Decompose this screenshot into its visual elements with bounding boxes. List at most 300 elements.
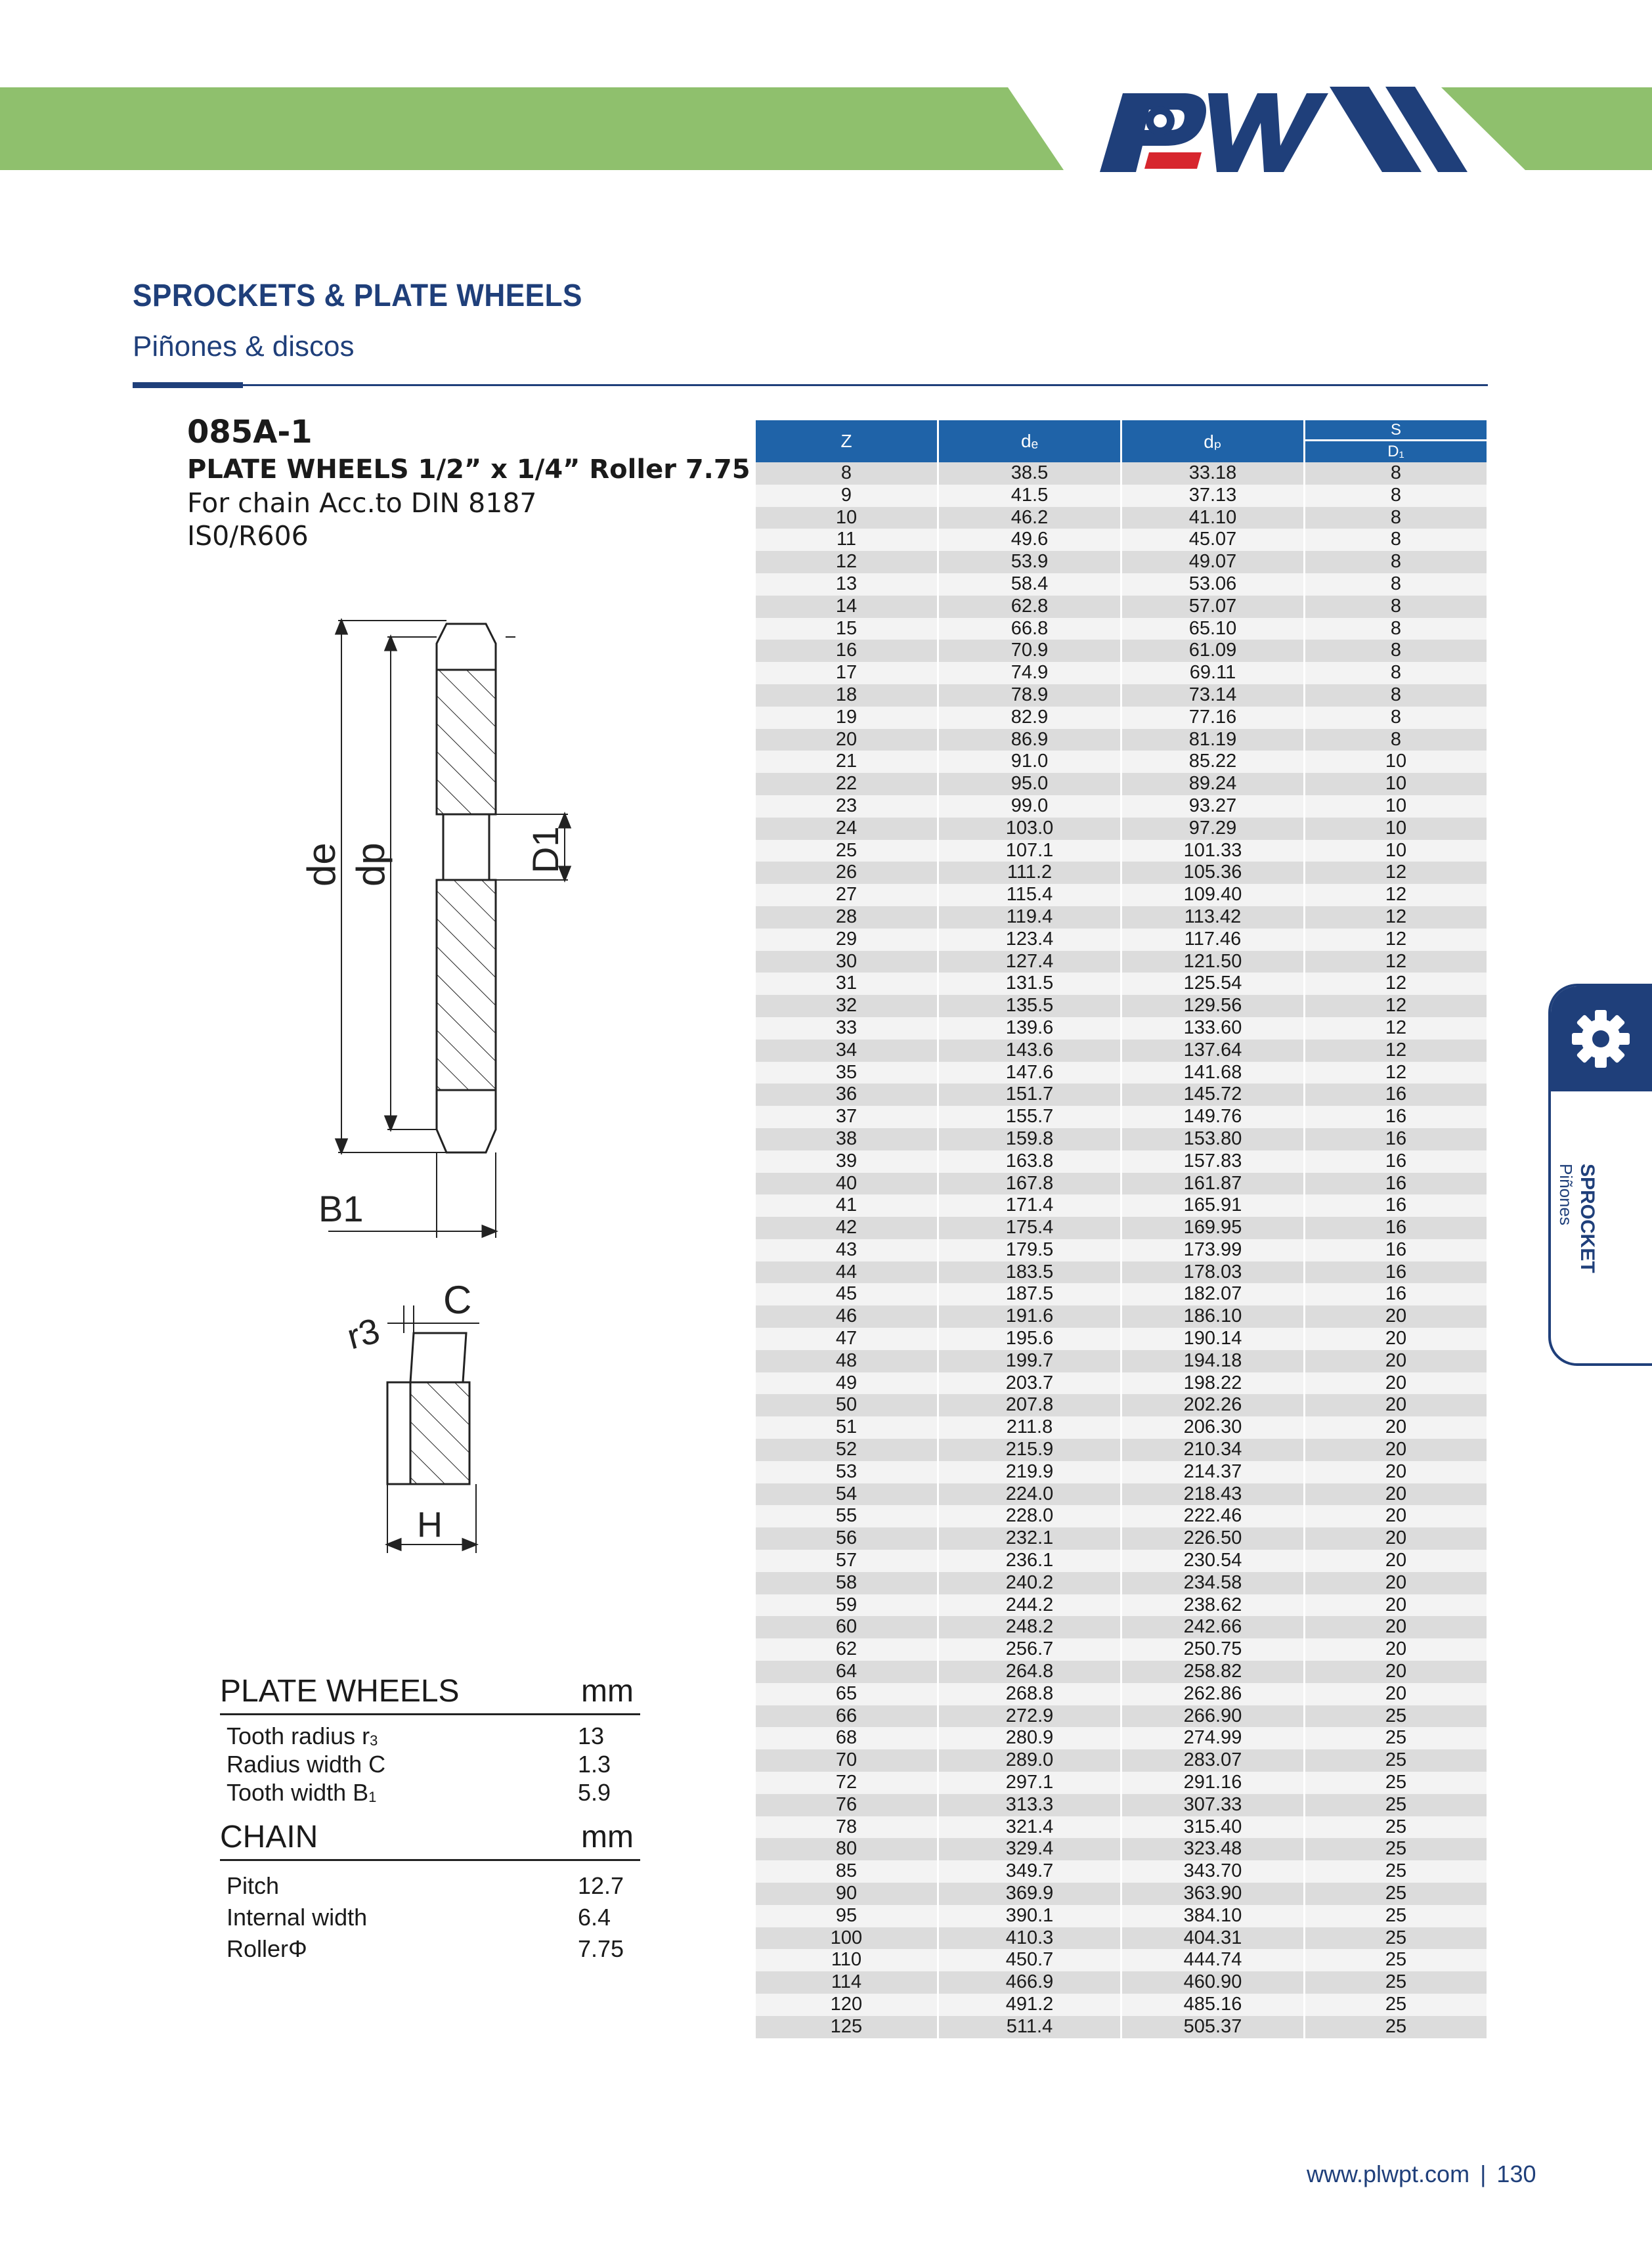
cell-dp: 238.62 (1122, 1594, 1303, 1617)
cell-d1: 8 (1305, 507, 1487, 529)
section-tab-header (1551, 986, 1652, 1091)
table-row (756, 1416, 1487, 1439)
cell-dp: 73.14 (1122, 684, 1303, 707)
cell-z: 16 (756, 640, 937, 662)
cell-d1: 16 (1305, 1150, 1487, 1173)
page-number: 130 (1496, 2160, 1536, 2187)
cell-d1: 8 (1305, 640, 1487, 662)
table-row (756, 1372, 1487, 1395)
table-row (756, 1394, 1487, 1416)
cell-z: 90 (756, 1883, 937, 1905)
cell-de: 183.5 (939, 1261, 1120, 1284)
spec-value: 6.4 (578, 1904, 611, 1931)
table-row (756, 995, 1487, 1017)
cell-dp: 485.16 (1122, 1994, 1303, 2016)
cell-de: 127.4 (939, 951, 1120, 973)
cell-dp: 93.27 (1122, 795, 1303, 818)
cell-z: 45 (756, 1283, 937, 1305)
cell-z: 68 (756, 1727, 937, 1749)
cell-de: 369.9 (939, 1883, 1120, 1905)
cell-z: 29 (756, 929, 937, 951)
table-row (756, 1683, 1487, 1705)
spec-label: Radius width C (227, 1751, 386, 1778)
cell-de: 187.5 (939, 1283, 1120, 1305)
cell-dp: 157.83 (1122, 1150, 1303, 1173)
cell-dp: 85.22 (1122, 751, 1303, 773)
table-row (756, 929, 1487, 951)
cell-de: 199.7 (939, 1350, 1120, 1372)
cell-d1: 25 (1305, 1727, 1487, 1749)
cell-d1: 8 (1305, 462, 1487, 485)
cell-z: 8 (756, 462, 937, 485)
cell-z: 23 (756, 795, 937, 818)
cell-z: 37 (756, 1106, 937, 1128)
cell-de: 155.7 (939, 1106, 1120, 1128)
cell-de: 268.8 (939, 1683, 1120, 1705)
cell-d1: 8 (1305, 551, 1487, 573)
spec-label: Tooth width B (227, 1779, 369, 1806)
cell-dp: 133.60 (1122, 1017, 1303, 1040)
dim-label-h: H (417, 1505, 443, 1545)
cell-de: 82.9 (939, 707, 1120, 729)
cell-d1: 20 (1305, 1394, 1487, 1416)
cell-de: 95.0 (939, 773, 1120, 795)
cell-d1: 16 (1305, 1173, 1487, 1195)
cell-d1: 20 (1305, 1616, 1487, 1638)
spec-row (220, 1870, 640, 1902)
cell-d1: 20 (1305, 1350, 1487, 1372)
spec-row (220, 1750, 640, 1778)
cell-dp: 49.07 (1122, 551, 1303, 573)
cell-dp: 202.26 (1122, 1394, 1303, 1416)
cell-dp: 117.46 (1122, 929, 1303, 951)
cell-dp: 137.64 (1122, 1040, 1303, 1062)
product-standard: For chain Acc.to DIN 8187 (187, 487, 537, 519)
spec-row (220, 1933, 640, 1965)
cell-d1: 8 (1305, 707, 1487, 729)
cell-de: 103.0 (939, 818, 1120, 840)
spec-label: RollerΦ (227, 1935, 307, 1962)
cell-dp: 61.09 (1122, 640, 1303, 662)
cell-z: 11 (756, 529, 937, 551)
cell-d1: 20 (1305, 1661, 1487, 1683)
chain-spec (220, 1819, 640, 1965)
cell-dp: 323.48 (1122, 1838, 1303, 1860)
cell-d1: 16 (1305, 1239, 1487, 1261)
cell-d1: 25 (1305, 1994, 1487, 2016)
cell-de: 143.6 (939, 1040, 1120, 1062)
cell-de: 86.9 (939, 729, 1120, 751)
table-row (756, 1439, 1487, 1461)
table-row (756, 1661, 1487, 1683)
cell-z: 28 (756, 906, 937, 929)
spec-label: Tooth radius r (227, 1722, 370, 1749)
cell-z: 38 (756, 1128, 937, 1150)
table-row (756, 1217, 1487, 1239)
title-rule-accent (133, 382, 243, 388)
table-row (756, 662, 1487, 684)
dim-label-r3: r3 (343, 1311, 384, 1357)
cell-dp: 178.03 (1122, 1261, 1303, 1284)
plate-wheels-spec (220, 1673, 640, 1807)
cell-d1: 12 (1305, 884, 1487, 906)
cell-z: 120 (756, 1994, 937, 2016)
cell-de: 62.8 (939, 596, 1120, 618)
col-header-s: S (1305, 420, 1487, 441)
cell-de: 91.0 (939, 751, 1120, 773)
section-tab-title: SPROCKET (1576, 1164, 1598, 1273)
cell-d1: 10 (1305, 773, 1487, 795)
cell-dp: 242.66 (1122, 1616, 1303, 1638)
cell-dp: 190.14 (1122, 1328, 1303, 1350)
cell-z: 57 (756, 1550, 937, 1572)
cell-d1: 20 (1305, 1416, 1487, 1439)
cell-z: 47 (756, 1328, 937, 1350)
cell-de: 115.4 (939, 884, 1120, 906)
cell-dp: 444.74 (1122, 1949, 1303, 1971)
cell-de: 74.9 (939, 662, 1120, 684)
cell-z: 65 (756, 1683, 937, 1705)
table-row (756, 1749, 1487, 1772)
gear-icon (1568, 1006, 1634, 1072)
cell-d1: 20 (1305, 1505, 1487, 1527)
cell-de: 195.6 (939, 1328, 1120, 1350)
dim-label-d1: D1 (525, 826, 566, 873)
table-row (756, 951, 1487, 973)
cell-dp: 198.22 (1122, 1372, 1303, 1395)
spec-row (220, 1902, 640, 1933)
cell-de: 53.9 (939, 551, 1120, 573)
table-row (756, 551, 1487, 573)
cell-de: 313.3 (939, 1794, 1120, 1816)
spec-label: Internal width (227, 1904, 368, 1931)
cell-de: 167.8 (939, 1173, 1120, 1195)
cell-dp: 214.37 (1122, 1461, 1303, 1483)
product-standard-iso: IS0/R606 (187, 520, 309, 552)
cell-dp: 283.07 (1122, 1749, 1303, 1772)
cell-dp: 145.72 (1122, 1084, 1303, 1106)
table-row (756, 1994, 1487, 2016)
header-band (0, 87, 1064, 170)
cell-z: 48 (756, 1350, 937, 1372)
cell-z: 18 (756, 684, 937, 707)
cell-z: 70 (756, 1749, 937, 1772)
table-row (756, 1550, 1487, 1572)
table-row (756, 818, 1487, 840)
table-row (756, 640, 1487, 662)
cell-de: 244.2 (939, 1594, 1120, 1617)
cell-dp: 121.50 (1122, 951, 1303, 973)
cell-de: 49.6 (939, 529, 1120, 551)
table-row (756, 1794, 1487, 1816)
cell-z: 10 (756, 507, 937, 529)
table-row (756, 1350, 1487, 1372)
cell-z: 53 (756, 1461, 937, 1483)
chain-title: CHAIN (220, 1820, 318, 1854)
cell-dp: 206.30 (1122, 1416, 1303, 1439)
cell-de: 58.4 (939, 573, 1120, 596)
cell-d1: 8 (1305, 529, 1487, 551)
cell-dp: 105.36 (1122, 862, 1303, 884)
spec-value: 1.3 (578, 1751, 611, 1778)
footer-separator: | (1480, 2160, 1487, 2187)
cell-dp: 262.86 (1122, 1683, 1303, 1705)
cell-z: 30 (756, 951, 937, 973)
cell-z: 59 (756, 1594, 937, 1617)
cell-z: 58 (756, 1572, 937, 1594)
col-header-z: Z (756, 420, 937, 462)
cell-d1: 8 (1305, 662, 1487, 684)
sprocket-data-table (754, 420, 1489, 2038)
table-row (756, 1040, 1487, 1062)
cell-dp: 315.40 (1122, 1816, 1303, 1839)
cell-de: 207.8 (939, 1394, 1120, 1416)
table-row (756, 507, 1487, 529)
cell-d1: 25 (1305, 1749, 1487, 1772)
table-row (756, 1594, 1487, 1617)
cell-z: 72 (756, 1772, 937, 1794)
cell-de: 491.2 (939, 1994, 1120, 2016)
table-row (756, 1128, 1487, 1150)
cell-d1: 25 (1305, 1838, 1487, 1860)
cell-dp: 384.10 (1122, 1905, 1303, 1927)
page-footer (1307, 2160, 1536, 2188)
cell-de: 289.0 (939, 1749, 1120, 1772)
cell-z: 62 (756, 1638, 937, 1661)
cell-de: 46.2 (939, 507, 1120, 529)
cell-z: 24 (756, 818, 937, 840)
cell-z: 95 (756, 1905, 937, 1927)
dim-label-de: de (299, 843, 343, 887)
cell-d1: 25 (1305, 2016, 1487, 2038)
cell-dp: 234.58 (1122, 1572, 1303, 1594)
table-row (756, 1062, 1487, 1084)
section-tab[interactable] (1548, 984, 1652, 1366)
spec-label-sub: 3 (370, 1732, 378, 1749)
cell-d1: 8 (1305, 485, 1487, 507)
cell-d1: 10 (1305, 751, 1487, 773)
cell-d1: 25 (1305, 1927, 1487, 1950)
cell-d1: 20 (1305, 1328, 1487, 1350)
cell-d1: 8 (1305, 618, 1487, 640)
cell-dp: 45.07 (1122, 529, 1303, 551)
cell-dp: 291.16 (1122, 1772, 1303, 1794)
table-row (756, 1971, 1487, 1994)
dim-label-b1: B1 (318, 1188, 364, 1229)
cell-z: 17 (756, 662, 937, 684)
cell-dp: 113.42 (1122, 906, 1303, 929)
cell-de: 264.8 (939, 1661, 1120, 1683)
cell-de: 256.7 (939, 1638, 1120, 1661)
table-row (756, 1772, 1487, 1794)
cell-z: 42 (756, 1217, 937, 1239)
table-row (756, 1461, 1487, 1483)
cell-d1: 25 (1305, 1705, 1487, 1728)
cell-de: 349.7 (939, 1860, 1120, 1883)
table-row (756, 1816, 1487, 1839)
table-row (756, 462, 1487, 485)
cell-d1: 20 (1305, 1483, 1487, 1506)
spec-label-sub: 1 (368, 1789, 377, 1805)
spec-row (220, 1778, 640, 1807)
cell-d1: 20 (1305, 1594, 1487, 1617)
cell-d1: 8 (1305, 596, 1487, 618)
cell-de: 38.5 (939, 462, 1120, 485)
cell-d1: 20 (1305, 1638, 1487, 1661)
table-row (756, 618, 1487, 640)
cell-d1: 8 (1305, 684, 1487, 707)
cell-z: 12 (756, 551, 937, 573)
cell-d1: 10 (1305, 840, 1487, 862)
cell-de: 135.5 (939, 995, 1120, 1017)
cell-z: 50 (756, 1394, 937, 1416)
table-row (756, 2016, 1487, 2038)
cell-dp: 258.82 (1122, 1661, 1303, 1683)
cell-dp: 109.40 (1122, 884, 1303, 906)
cell-d1: 16 (1305, 1217, 1487, 1239)
cell-z: 80 (756, 1838, 937, 1860)
cell-z: 36 (756, 1084, 937, 1106)
cell-z: 15 (756, 618, 937, 640)
cell-d1: 12 (1305, 906, 1487, 929)
table-row (756, 840, 1487, 862)
cell-z: 78 (756, 1816, 937, 1839)
table-row (756, 573, 1487, 596)
cell-de: 236.1 (939, 1550, 1120, 1572)
cell-de: 211.8 (939, 1416, 1120, 1439)
cell-de: 390.1 (939, 1905, 1120, 1927)
cell-de: 171.4 (939, 1194, 1120, 1217)
spec-value: 12.7 (578, 1872, 624, 1899)
cell-d1: 20 (1305, 1372, 1487, 1395)
cell-dp: 81.19 (1122, 729, 1303, 751)
cell-dp: 307.33 (1122, 1794, 1303, 1816)
cell-dp: 230.54 (1122, 1550, 1303, 1572)
cell-de: 240.2 (939, 1572, 1120, 1594)
cell-d1: 12 (1305, 1017, 1487, 1040)
cell-d1: 12 (1305, 951, 1487, 973)
plate-wheels-unit: mm (581, 1674, 634, 1709)
cell-dp: 404.31 (1122, 1927, 1303, 1950)
col-header-d1: D₁ (1305, 441, 1487, 462)
cell-dp: 169.95 (1122, 1217, 1303, 1239)
cell-de: 511.4 (939, 2016, 1120, 2038)
cell-z: 31 (756, 973, 937, 995)
cell-d1: 12 (1305, 1040, 1487, 1062)
table-row (756, 1084, 1487, 1106)
footer-url[interactable]: www.plwpt.com (1307, 2160, 1470, 2187)
cell-z: 46 (756, 1305, 937, 1328)
cell-d1: 20 (1305, 1439, 1487, 1461)
cell-dp: 226.50 (1122, 1527, 1303, 1550)
cell-z: 55 (756, 1505, 937, 1527)
product-code: 085A-1 (187, 414, 313, 450)
cell-z: 52 (756, 1439, 937, 1461)
cell-de: 119.4 (939, 906, 1120, 929)
cell-d1: 25 (1305, 1971, 1487, 1994)
cell-dp: 97.29 (1122, 818, 1303, 840)
cell-z: 51 (756, 1416, 937, 1439)
cell-dp: 505.37 (1122, 2016, 1303, 2038)
spec-value: 7.75 (578, 1935, 624, 1962)
dim-label-c: C (443, 1278, 472, 1322)
cell-z: 27 (756, 884, 937, 906)
cell-dp: 141.68 (1122, 1062, 1303, 1084)
page-subtitle: Piñones & discos (133, 330, 355, 362)
table-row (756, 1616, 1487, 1638)
table-row (756, 529, 1487, 551)
cell-z: 33 (756, 1017, 937, 1040)
cell-d1: 16 (1305, 1194, 1487, 1217)
table-row (756, 1505, 1487, 1527)
cell-de: 280.9 (939, 1727, 1120, 1749)
cell-d1: 25 (1305, 1860, 1487, 1883)
col-header-de: dₑ (939, 420, 1120, 462)
cell-z: 26 (756, 862, 937, 884)
cell-z: 20 (756, 729, 937, 751)
cell-d1: 16 (1305, 1261, 1487, 1284)
cell-de: 329.4 (939, 1838, 1120, 1860)
cell-de: 224.0 (939, 1483, 1120, 1506)
cell-dp: 153.80 (1122, 1128, 1303, 1150)
cell-de: 179.5 (939, 1239, 1120, 1261)
cell-d1: 12 (1305, 1062, 1487, 1084)
cell-dp: 129.56 (1122, 995, 1303, 1017)
cell-de: 450.7 (939, 1949, 1120, 1971)
cell-de: 203.7 (939, 1372, 1120, 1395)
plate-wheels-heading (220, 1673, 640, 1715)
table-row (756, 1483, 1487, 1506)
cell-de: 219.9 (939, 1461, 1120, 1483)
cell-z: 54 (756, 1483, 937, 1506)
spec-row (220, 1722, 640, 1750)
spec-label: Pitch (227, 1872, 280, 1899)
cell-dp: 37.13 (1122, 485, 1303, 507)
table-row (756, 596, 1487, 618)
cell-z: 114 (756, 1971, 937, 1994)
cell-dp: 53.06 (1122, 573, 1303, 596)
cell-de: 139.6 (939, 1017, 1120, 1040)
table-row (756, 795, 1487, 818)
cell-dp: 363.90 (1122, 1883, 1303, 1905)
cell-dp: 173.99 (1122, 1239, 1303, 1261)
cell-d1: 25 (1305, 1794, 1487, 1816)
table-row (756, 1239, 1487, 1261)
cell-z: 40 (756, 1173, 937, 1195)
cell-de: 107.1 (939, 840, 1120, 862)
cell-d1: 20 (1305, 1461, 1487, 1483)
cell-z: 22 (756, 773, 937, 795)
table-row (756, 862, 1487, 884)
table-row (756, 485, 1487, 507)
section-tab-subtitle: Piñones (1556, 1164, 1576, 1225)
cell-z: 41 (756, 1194, 937, 1217)
cell-de: 410.3 (939, 1927, 1120, 1950)
cell-de: 123.4 (939, 929, 1120, 951)
table-row (756, 1106, 1487, 1128)
section-tab-label (1555, 1164, 1598, 1273)
cell-d1: 25 (1305, 1949, 1487, 1971)
cell-dp: 89.24 (1122, 773, 1303, 795)
cell-d1: 20 (1305, 1305, 1487, 1328)
cell-d1: 16 (1305, 1106, 1487, 1128)
dim-label-dp: dp (349, 843, 393, 887)
cell-z: 85 (756, 1860, 937, 1883)
cell-de: 131.5 (939, 973, 1120, 995)
cell-dp: 343.70 (1122, 1860, 1303, 1883)
table-row (756, 1017, 1487, 1040)
cell-dp: 69.11 (1122, 662, 1303, 684)
